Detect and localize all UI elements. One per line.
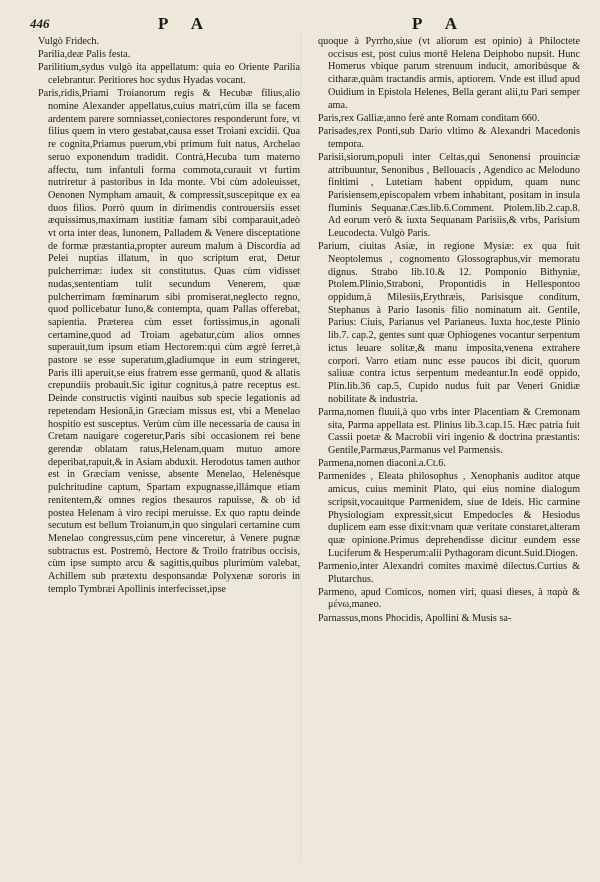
entry-parmeno: Parmeno, apud Comicos, nomen viri, quasi dieses, à παρὰ & μένω,maneo. <box>318 586 580 611</box>
entry-paris-priami: Paris,ridis,Priami Troianorum regis & Hecubæ filius,alio nomine Alexander appellatus,cuius matri,cùm illa se facem ardentem parere somniasset,coniectores responderunt fore, vt filius quem in vtero gestabat,causa esset Troiani excidii. Qua re cognita,Priamus puerum,vbi primum fuit natus, Archelao seruo exponendum tradidit. Contrà,Hecuba tum materno affectu, tum infantuli forma commota,curauit vt furtim nutriretur à pastoribus in Ida monte. Vbi cùm adoleuisset, Oenonen Nympham amauit, & compressit,suscepitque ex ea duos filios. Porrò quum in dirimendis controuersiis esset æquissimus,maximam iustitiæ famam sibi comparauit,adeò vt orta inter deas, Iunonem, Palladem & Venere disceptatione de formæ præstantia,propter aureum malum à Discordia ad Pelei nuptias illatum, in quo scriptum erat, Detur pulcherrimæ: iudex sit constitutus. Quas cùm vidisset nudas,sententiam tulit secundum Venerem, quæ pulcherrimam fœminarum sibi promiserat,neglecto regno, quod pollicebatur Iuno,& contempta, quam Pallas offerebat, sapientia. Præterea cùm esset fortissimus,in agonali certamine,quod ad Troiam agebatur,cùm alios omnes superauit,tum ipsum etiam Hectorem:qui cùm ægrè ferret,à pastore se esse superatum,gladiumque in eum stringeret, Paris illi aperuit,se eius fratrem esse germanū, quod & allatis crepundiis probauit.Sic igitur cognitus,à patre receptus est. Deinde constructis viginti nauibus sub specie legationis ad repetendam Hesionā,in Græciam missus est, vbi a Menelao hospitio est susceptus. Verùm cùm ille necessaria de causa in Cretam nauigare cogeretur,Paris sibi occasionem rei bene gerendæ oblatam ratus,Helenam,quam mutuo amore deperibat,rapuit,& in Asiam abduxit. Herodotus tamen author est in Græciam venisse, absente Menelao, Helenésque pulchritudine captum, Spartam expugnasse,illámque etiam renitentem,& omnes regios thesauros rapuisse, & ob id postea Helenam à viro recipi meruisse. Ex quo raptu deinde secutum est bellum Troianum,in quo singulari certamine cum Menelao congressus,cùm pene vinceretur, à Venere pugnæ subtractus est. Postremò, Hectore & Troilo fratribus occisis, cùm ipse sumpto arcu & sagittis,quibus plurimùm valebat, Achillem sub prætextu desponsandæ Polyxenæ sororis in templo Tymbræi Apollinis interfecisset,ipse <box>38 88 300 595</box>
running-header <box>30 14 570 34</box>
column-gutter <box>300 32 301 862</box>
entry-parmenides: Parmenides , Eleata philosophus , Xenophanis auditor atque amicus, cuius meminit Plato, qui eius nomine dialogum scripsit,vocauitque Parmenidem, siue de Ideis. Hic carmine Physiologiam expressit,sicut Empedocles & Hesiodus duplicem eam esse dixit:vnam quæ veritate constaret,alteram quæ opinione.Primus deprehendisse dicitur eundem esse Luciferum & Hesperum:alii Pythagoram dicunt.Suid.Diogen. <box>318 471 580 559</box>
page-number: 446 <box>30 16 50 31</box>
running-head-right: P A <box>412 14 468 33</box>
entry-parilitium: Parilitium,sydus vulgò ita appellatum: quia eo Oriente Parilia celebrantur. Peritiores hoc sydus Hyadas vocant. <box>38 62 300 87</box>
entry-parnassus: Parnassus,mons Phocidis, Apollini & Musis sa- <box>318 612 512 624</box>
entry-parilia: Parilia,deæ Palis festa. <box>38 49 131 61</box>
entry-parmena: Parmena,nomen diaconi.a.Ct.6. <box>318 458 446 470</box>
entry-vulgo-fridech: Vulgò Fridech. <box>38 36 100 47</box>
entry-parisii: Parisii,siorum,populi inter Celtas,qui Senonensi prouinciæ attribuuntur, Senonibus , Bellouacis , Agendico ac Meloduno finitimi , Lutetiam habent oppidum, quam nunc Parisiensem,episcopalem vrbem inhabitant, positam in insula fluminis Sequanæ.Cæs.lib.6.Comment. Ptolem.lib.2.cap.8. Ad eorum verò & iuxta Sequanam Parisiis,& vrbs, Parisium Leucodecta. Vulgò Paris. <box>318 151 580 240</box>
entry-paris-continued: quoque à Pyrrho,siue (vt aliorum est opinio) à Philoctete occisus est, post cuius mortē Helena Deiphobo nupsit. Hunc Homerus vbique parum strenuum inducit, amoribúsque & citharæ,quàm tractandis armis, aptiorem. Vnde est illud apud Ouidium in Epistola Helenes, Bella gerant alii,tu Pari semper ama. <box>318 36 580 111</box>
entry-parmenio: Parmenio,inter Alexandri comites maximè dilectus.Curtius & Plutarchus. <box>318 560 580 585</box>
entry-parma: Parma,nomen fluuii,à quo vrbs inter Placentiam & Cremonam sita, Parma appellata est. Plinius lib.3.cap.15. Hæc patria fuit Cassii poetæ & Macrobii viri ingenio & doctrina præstantis: Gentile,Parmæus,Parmanus vel Parmensis. <box>318 406 580 456</box>
entry-parisades: Parisades,rex Ponti,sub Dario vltimo & Alexandri Macedonis tempora. <box>318 125 580 150</box>
left-column <box>38 36 300 597</box>
running-head-left: P A <box>158 14 214 33</box>
entry-paris-rex: Paris,rex Galliæ,anno ferè ante Romam conditam 660. <box>318 112 540 124</box>
right-column <box>318 36 580 626</box>
entry-parium: Parium, ciuitas Asiæ, in regione Mysiæ: ex qua fuit Neoptolemus , cognomento Glossographus,vir memoratu dignus. Strabo lib.10.& 12. Pomponio Bithyniæ, Ptolem.Plinio,Straboni, Propontidis in Hellespontoo oppidum,à Milesiis,Erythræis, Parisisque conditum, Stephanus à Pario Iasonis filio nominatum ait. Gentile, Parius: Ciuis, Parianus vel Parianeus. Iuxta hoc,teste Plinio lib.7. cap.2, gentes sunt quæ Ophiogenes vocantur serpentum ictus leuare solitæ,& manu imposita,venena extrahere corpori. Varro etiam nunc esse paucos ibi dicit, quorum saliuæ contra ictus serpentum medeantur.In eodē oppido, Plin.lib.36 cap.5, Cupido nudus fuit par Veneri Gnidiæ nobilitate & industria. <box>318 241 580 405</box>
